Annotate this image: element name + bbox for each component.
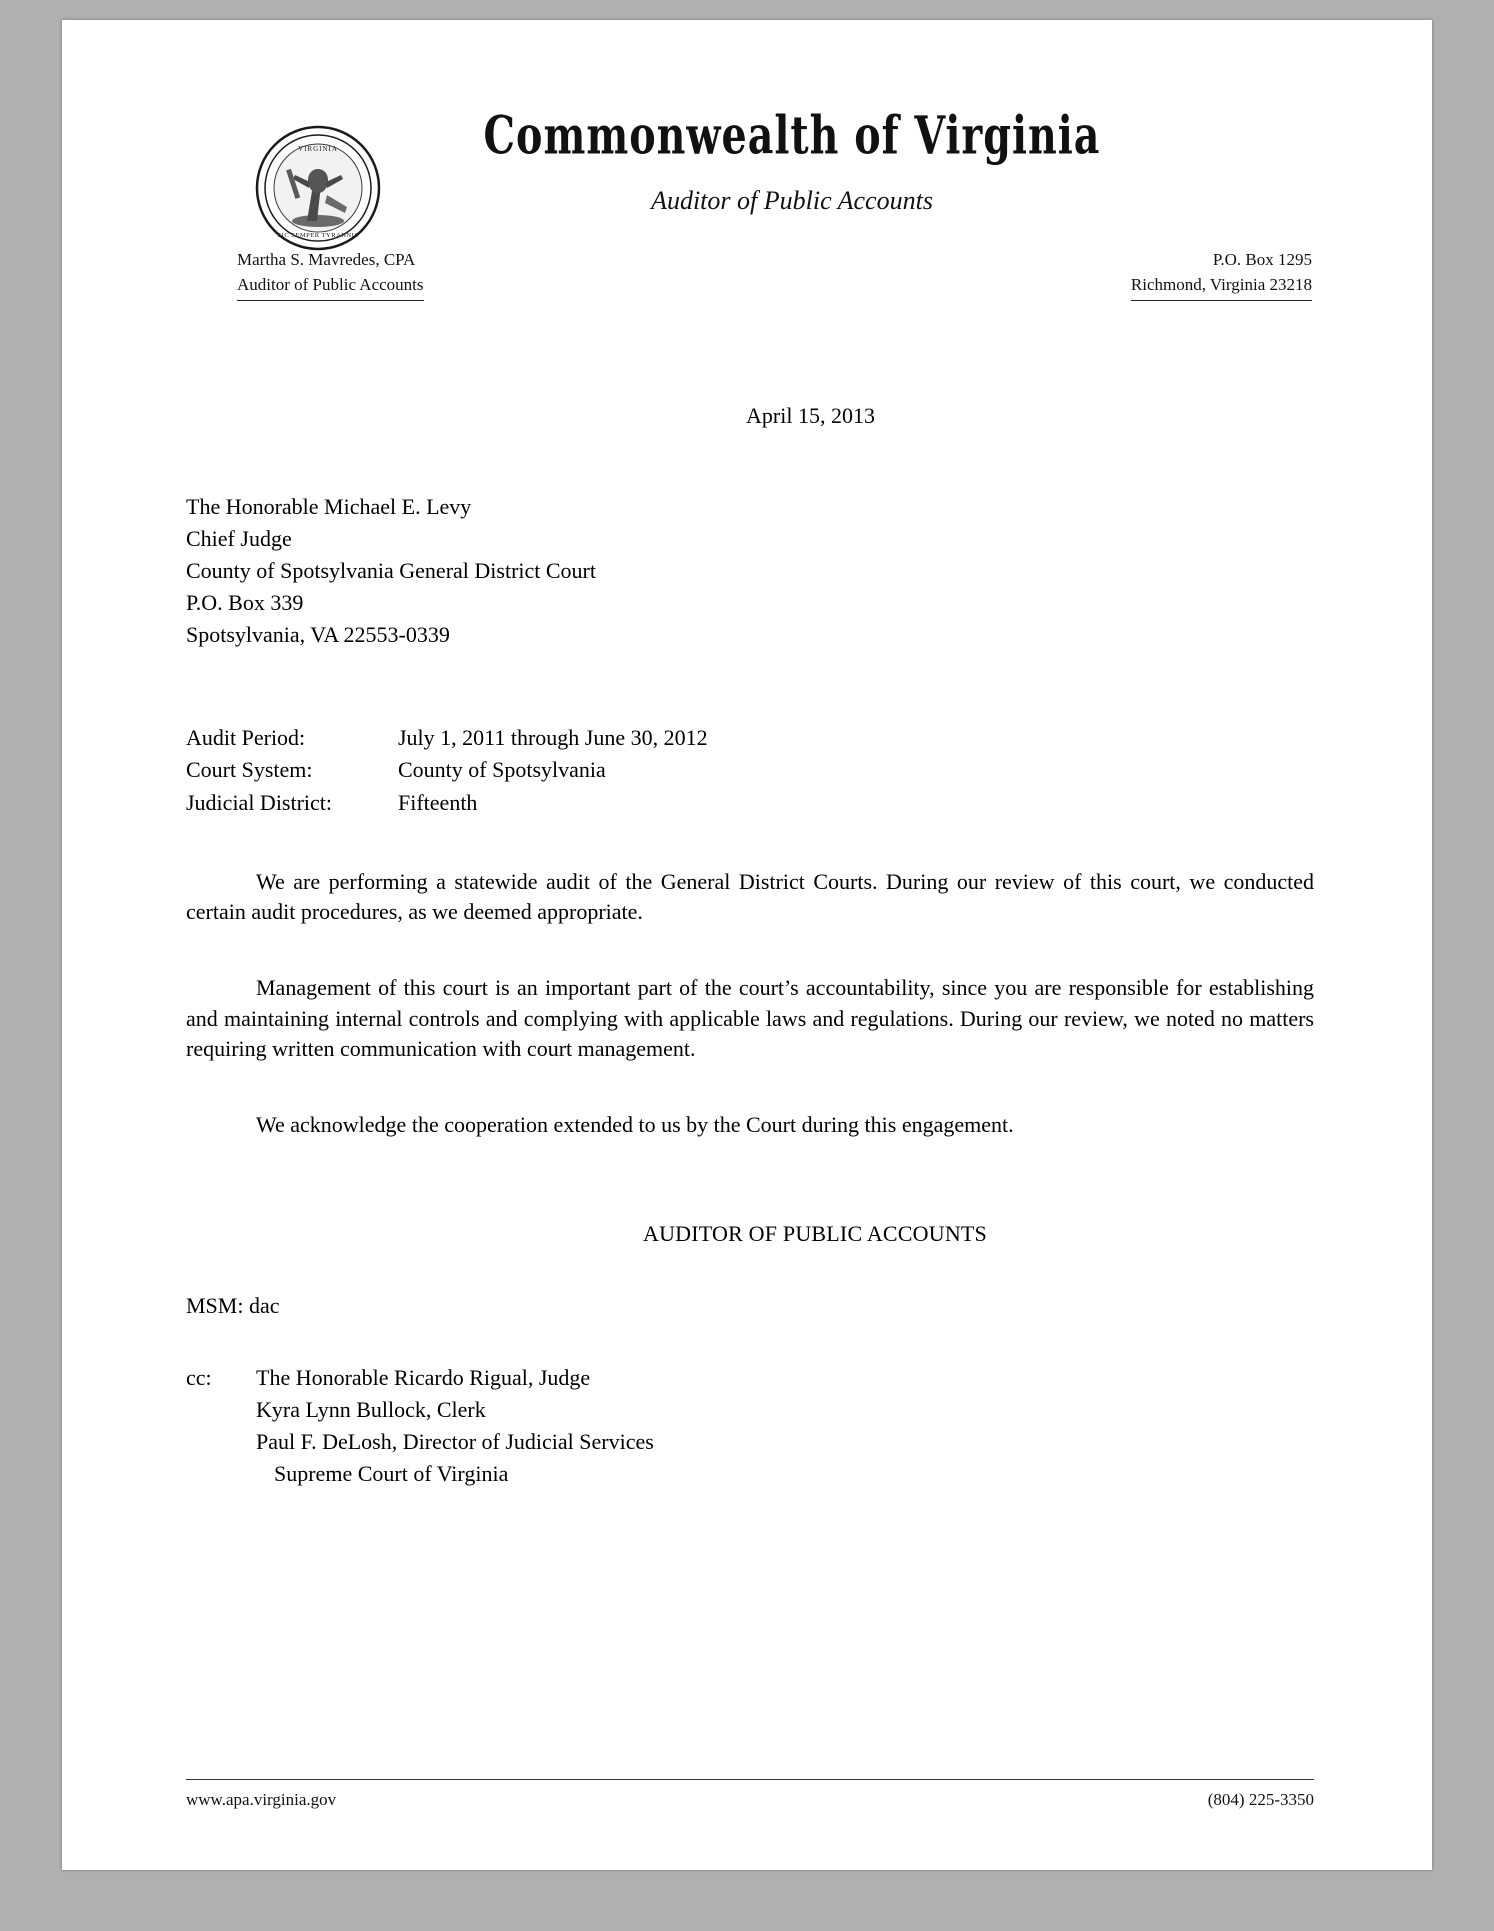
addressee-line: Chief Judge (186, 526, 292, 552)
addressee-line: The Honorable Michael E. Levy (186, 494, 472, 520)
table-row (186, 788, 708, 821)
svg-text:VIRGINIA: VIRGINIA (298, 145, 338, 153)
cc-block (186, 1362, 1314, 1490)
letterhead (62, 20, 1432, 301)
letter-paragraph: We are performing a statewide audit of the General District Courts. During our review of this court, we conducted certain audit procedures, as we deemed appropriate. (186, 868, 1314, 925)
list-item: The Honorable Ricardo Rigual, Judge (256, 1365, 591, 1391)
meta-label: Audit Period: (186, 724, 306, 750)
svg-text:SIC SEMPER TYRANNIS: SIC SEMPER TYRANNIS (277, 232, 359, 239)
footer-phone: (804) 225-3350 (1207, 1790, 1314, 1809)
document-page (62, 20, 1432, 1870)
meta-value: County of Spotsylvania (398, 757, 606, 783)
cc-list (256, 1362, 654, 1490)
meta-label: Judicial District: (186, 789, 333, 815)
footer-website[interactable]: www.apa.virginia.gov (186, 1790, 337, 1809)
meta-value: Fifteenth (398, 789, 478, 815)
addressee-line: P.O. Box 339 (186, 589, 304, 615)
virginia-state-seal-icon (255, 125, 381, 251)
meta-value: July 1, 2011 through June 30, 2012 (398, 724, 708, 750)
addressee-line: County of Spotsylvania General District Court (186, 557, 596, 583)
letterhead-left-rule (237, 300, 424, 301)
letter-date: April 15, 2013 (746, 403, 875, 429)
cc-label: cc: (186, 1365, 212, 1391)
officer-name: Martha S. Mavredes, CPA (237, 250, 416, 270)
address-city-state-zip: Richmond, Virginia 23218 (1130, 274, 1312, 294)
letter-addressee (186, 491, 1314, 650)
letterhead-title-text: Commonwealth of Virginia (483, 106, 1101, 167)
address-po-box: P.O. Box 1295 (1212, 250, 1312, 270)
letter-paragraph: Management of this court is an important part of the court’s accountability, since you are responsible for establishing and maintaining internal controls and complying with applicable laws and regulations. During our review, we noted no matters requiring written communication with court management. (186, 975, 1314, 1062)
list-item: Supreme Court of Virginia (274, 1460, 509, 1486)
audit-meta-table (186, 723, 708, 821)
letterhead-contact-row (62, 248, 1432, 301)
signature-block: AUDITOR OF PUBLIC ACCOUNTS (642, 1220, 987, 1246)
table-row (186, 755, 708, 788)
letter-paragraph: We acknowledge the cooperation extended to us by the Court during this engagement. (256, 1112, 1014, 1138)
letter-body (62, 401, 1432, 1489)
page-footer (186, 1779, 1314, 1810)
addressee-line: Spotsylvania, VA 22553-0339 (186, 621, 450, 647)
list-item: Kyra Lynn Bullock, Clerk (256, 1397, 486, 1423)
table-row (186, 723, 708, 756)
footer-rule (186, 1779, 1314, 1780)
letterhead-address (1131, 248, 1312, 301)
meta-label: Court System: (186, 757, 313, 783)
letterhead-subtitle: Auditor of Public Accounts (651, 186, 933, 216)
officer-role: Auditor of Public Accounts (237, 274, 424, 294)
typist-initials: MSM: dac (186, 1292, 280, 1318)
letterhead-right-rule (1131, 300, 1312, 301)
footer-row (186, 1790, 1314, 1810)
list-item: Paul F. DeLosh, Director of Judicial Services (256, 1428, 654, 1454)
page-content (62, 20, 1432, 1870)
letterhead-officer (237, 248, 424, 301)
